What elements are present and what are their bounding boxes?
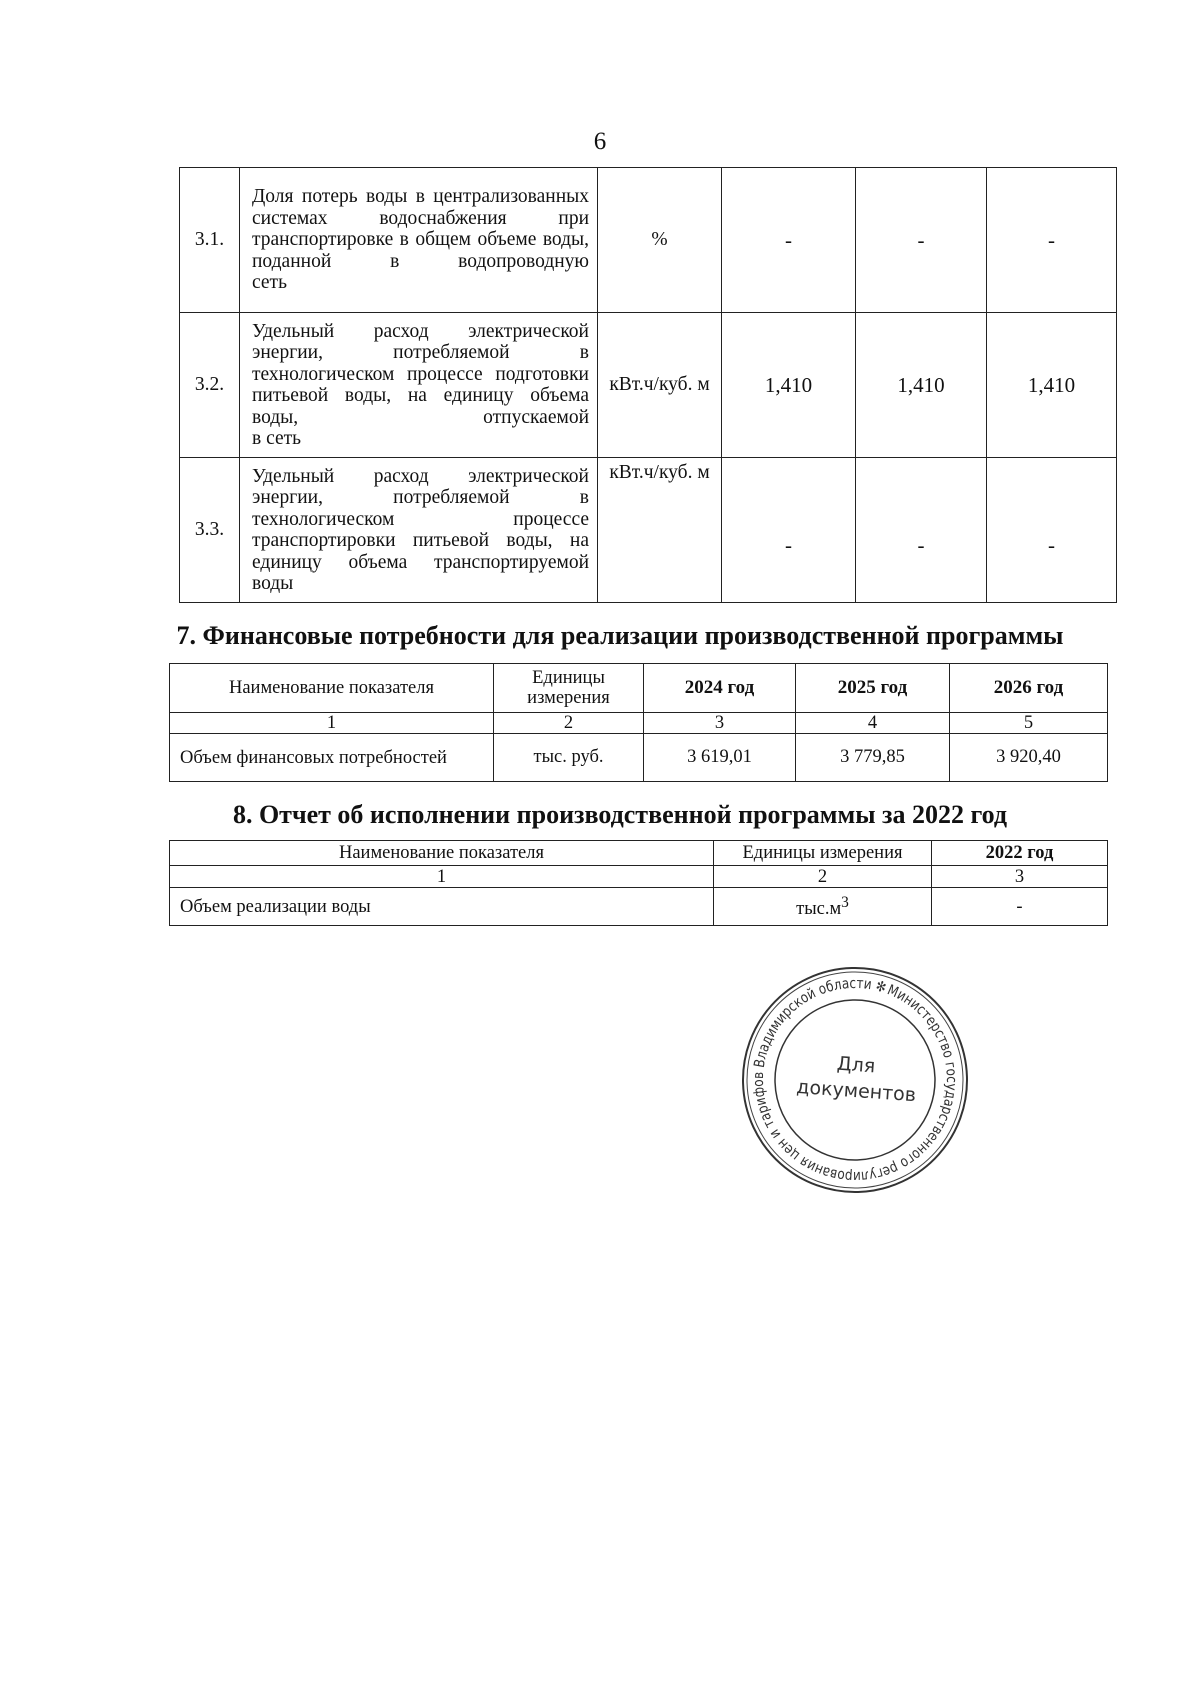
- column-header: Наименование показателя: [170, 664, 494, 713]
- indicators-table: [179, 167, 1117, 603]
- indicator-name: Объем реализации воды: [170, 888, 714, 926]
- column-header: 2024 год: [644, 664, 796, 713]
- value-cell: -: [856, 168, 987, 313]
- row-number: 3.1.: [180, 168, 240, 313]
- column-index: 1: [170, 713, 494, 734]
- section-7-heading: 7. Финансовые потребности для реализации производственной программы: [176, 621, 1064, 650]
- column-header: Единицы измерения: [494, 664, 644, 713]
- indicator-description: Удельный расход электрической энергии, потребляемой в технологическом процессе транспортировки питьевой воды, на единицу объема транспортируемой воды: [240, 458, 598, 603]
- column-index: 5: [950, 713, 1108, 734]
- table-row: [180, 313, 1117, 458]
- unit-cell: кВт.ч/куб. м: [598, 313, 722, 458]
- value-cell: 3 619,01: [644, 734, 796, 782]
- value-cell: -: [987, 168, 1117, 313]
- unit-cell: тыс. руб.: [494, 734, 644, 782]
- table-header-row: [170, 841, 1108, 866]
- indicator-description: Доля потерь воды в централизованных системах водоснабжения при транспортировке в общем объеме воды, поданной в водопроводную сеть: [240, 168, 598, 313]
- table-row: [180, 168, 1117, 313]
- unit-cell: кВт.ч/куб. м: [598, 458, 722, 603]
- column-index-row: [170, 713, 1108, 734]
- column-index: 1: [170, 866, 714, 888]
- value-cell: -: [722, 168, 856, 313]
- column-header: 2025 год: [796, 664, 950, 713]
- table-row: [170, 734, 1108, 782]
- column-index: 4: [796, 713, 950, 734]
- column-index: 3: [644, 713, 796, 734]
- indicator-name: Объем финансовых потребностей: [170, 734, 494, 782]
- value-cell: 1,410: [987, 313, 1117, 458]
- official-stamp: [740, 965, 970, 1195]
- financial-needs-table: [169, 663, 1108, 782]
- value-cell: 3 920,40: [950, 734, 1108, 782]
- value-cell: 1,410: [722, 313, 856, 458]
- value-cell: 3 779,85: [796, 734, 950, 782]
- table-header-row: [170, 664, 1108, 713]
- column-index: 2: [714, 866, 932, 888]
- value-cell: -: [856, 458, 987, 603]
- unit-cell: %: [598, 168, 722, 313]
- unit-cell: $тыс.м^3$: [714, 888, 932, 926]
- column-header: 2026 год: [950, 664, 1108, 713]
- stamp-center-line: документов: [795, 1075, 917, 1107]
- execution-report-table: [169, 840, 1108, 926]
- column-index: 2: [494, 713, 644, 734]
- indicator-description: Удельный расход электрической энергии, потребляемой в технологическом процессе подготовки питьевой воды, на единицу объема воды, отпускаемой в сеть: [240, 313, 598, 458]
- value-cell: 1,410: [856, 313, 987, 458]
- value-cell: -: [987, 458, 1117, 603]
- stamp-ring-text: Министерство государственного регулирования цен и тарифов Владимирской области ✻: [750, 975, 960, 1185]
- value-cell: -: [722, 458, 856, 603]
- row-number: 3.3.: [180, 458, 240, 603]
- table-row: [170, 888, 1108, 926]
- stamp-center-line: Для: [836, 1052, 876, 1078]
- column-index-row: [170, 866, 1108, 888]
- column-index: 3: [932, 866, 1108, 888]
- row-number: 3.2.: [180, 313, 240, 458]
- table-row: [180, 458, 1117, 603]
- value-cell: -: [932, 888, 1108, 926]
- column-header: Наименование показателя: [170, 841, 714, 866]
- column-header: Единицы измерения: [714, 841, 932, 866]
- page-number: 6: [593, 128, 607, 155]
- section-8-heading: 8. Отчет об исполнении производственной программы за 2022 год: [232, 800, 1008, 829]
- column-header: 2022 год: [932, 841, 1108, 866]
